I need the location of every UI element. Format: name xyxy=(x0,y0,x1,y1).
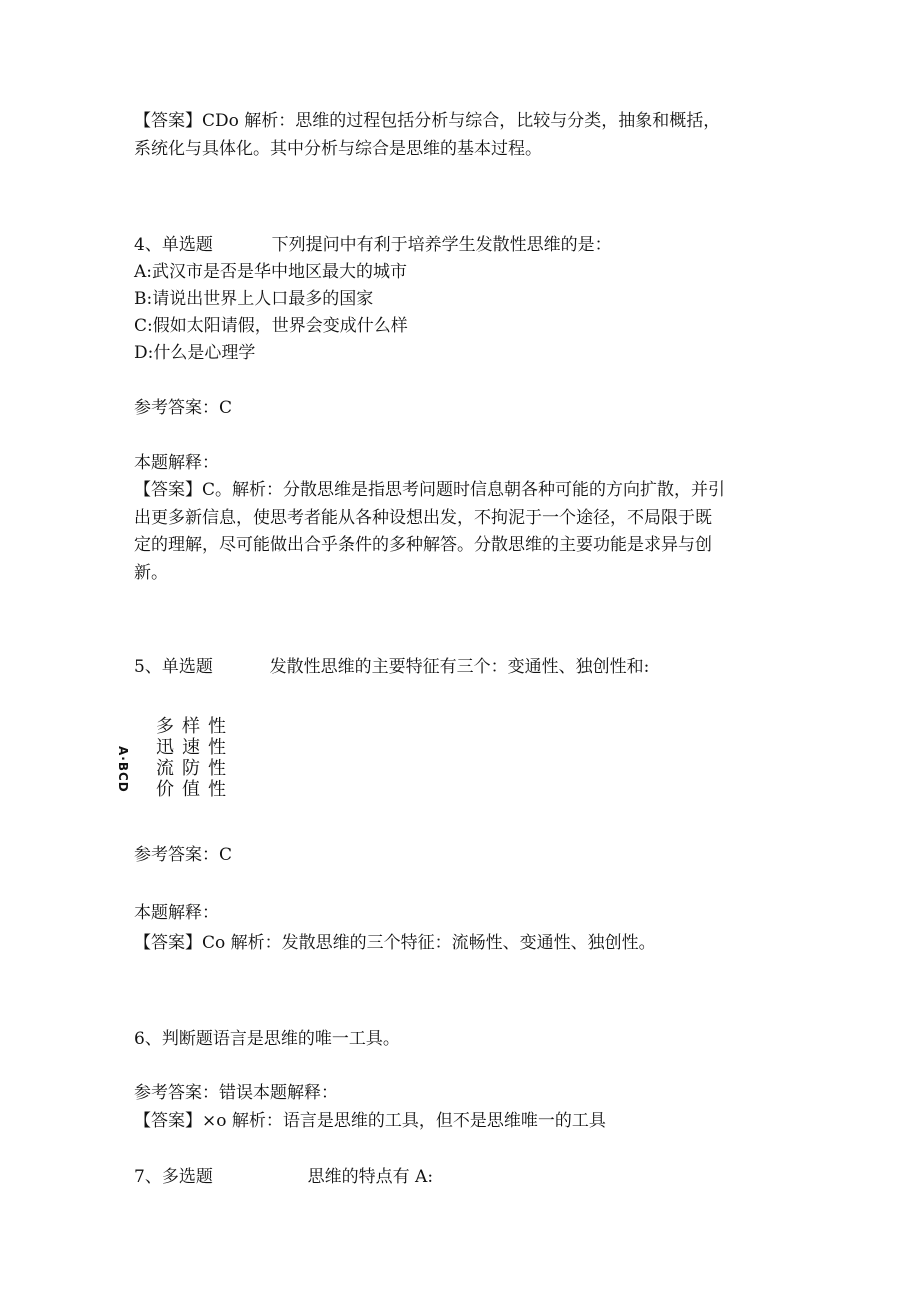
q4-explanation-line: 【答案】C。解析：分散思维是指思考问题时信息朝各种可能的方向扩散，并引 xyxy=(134,480,726,500)
q5-question: 发散性思维的主要特征有三个：变通性、独创性和: xyxy=(269,657,650,677)
q7-number: 7、多选题 xyxy=(134,1167,213,1187)
q6-explanation: 【答案】×o 解析：语言是思维的工具，但不是思维唯一的工具 xyxy=(134,1111,606,1131)
q6-answer: 参考答案：错误本题解释： xyxy=(134,1083,338,1103)
q5-answer: 参考答案：C xyxy=(134,845,233,865)
q4-option-d: D:什么是心理学 xyxy=(134,343,256,363)
q5-option-letters: A·BCD xyxy=(116,746,130,793)
q7-header xyxy=(134,1164,433,1191)
q6-question: 6、判断题语言是思维的唯一工具。 xyxy=(134,1029,400,1049)
q5-explanation-label: 本题解释： xyxy=(134,903,219,923)
q5-explanation: 【答案】Co 解析：发散思维的三个特征：流畅性、变通性、独创性。 xyxy=(134,933,656,953)
q7-question: 思维的特点有 A: xyxy=(307,1167,434,1187)
q3-explanation xyxy=(134,108,774,163)
q3-explanation-line: 【答案】CDo 解析：思维的过程包括分析与综合，比较与分类，抽象和概括， xyxy=(134,111,721,131)
q4-option-a: A:武汉市是否是华中地区最大的城市 xyxy=(134,262,408,282)
q4-explanation-line: 定的理解，尽可能做出合乎条件的多种解答。分散思维的主要功能是求异与创 xyxy=(134,535,712,555)
q4-answer: 参考答案：C xyxy=(134,398,233,418)
q3-explanation-line: 系统化与具体化。其中分析与综合是思维的基本过程。 xyxy=(134,138,542,159)
q5-option-c: 流防性 xyxy=(156,758,234,779)
q4-explanation-line: 出更多新信息，使思考者能从各种设想出发，不拘泥于一个途径，不局限于既 xyxy=(134,507,712,528)
q4-option-b: B:请说出世界上人口最多的国家 xyxy=(134,289,374,309)
q5-option-list xyxy=(156,716,234,800)
q5-header xyxy=(134,654,649,681)
q4-header xyxy=(134,232,612,259)
q4-number: 4、单选题 xyxy=(134,235,213,255)
q5-number: 5、单选题 xyxy=(134,657,213,677)
q4-question: 下列提问中有利于培养学生发散性思维的是： xyxy=(271,235,612,255)
q4-explanation-line: 新。 xyxy=(134,562,168,583)
q5-option-d: 价值性 xyxy=(156,779,234,800)
q4-explanation-label: 本题解释： xyxy=(134,453,219,473)
q5-option-b: 迅速性 xyxy=(156,737,234,758)
q4-explanation xyxy=(134,477,774,587)
q5-option-a: 多样性 xyxy=(156,716,234,737)
q4-option-c: C:假如太阳请假，世界会变成什么样 xyxy=(134,316,408,336)
